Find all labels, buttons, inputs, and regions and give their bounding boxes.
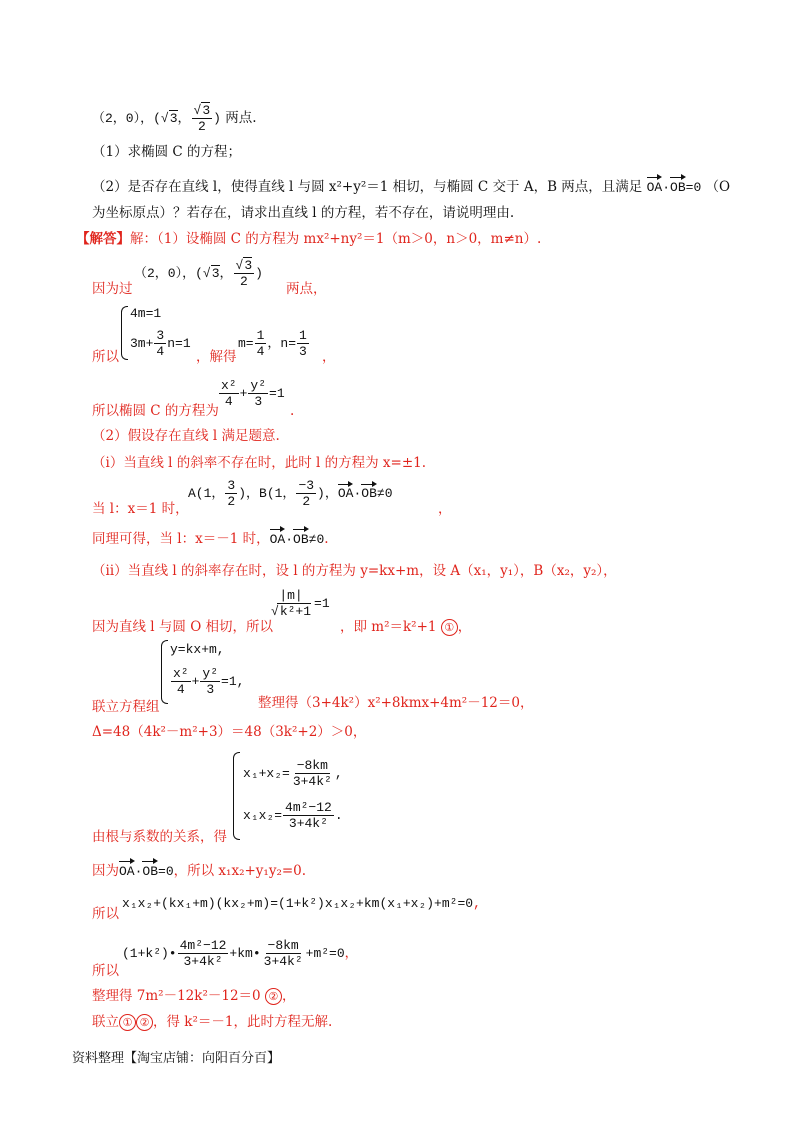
answer-line-5: （2）假设存在直线 l 满足题意. [92, 428, 280, 444]
circled-mark-1: ① [441, 619, 458, 636]
circled-mark-2: ② [265, 988, 282, 1005]
answer-line-3-mid: ，解得 [196, 349, 237, 365]
system-1-eq-b: 3m+ $\frac{3}{4}$ n=1 [130, 328, 191, 359]
system-1-eq-a: 4m=1 [130, 306, 162, 321]
answer-line-7-end: ， [438, 501, 452, 517]
answer-line-3-end: ， [322, 349, 336, 365]
question-part-2-line-a: （2）是否存在直线 l，使得直线 l 与圆 x²+y²＝1 相切，与椭圆 C 交于 A，B 两点，且满足 OA·OB=0 （O [92, 179, 731, 195]
passing-points: （2，0），(√3， $\frac{√3}{2}$ ) [134, 258, 263, 289]
system-brace-1 [121, 306, 128, 360]
answer-line-15: 所以 [92, 906, 119, 922]
answer-line-1: 【解答】解：（1）设椭圆 C 的方程为 mx²+ny²＝1（m＞0，n＞0，m≠n）. [76, 231, 542, 247]
answer-line-18: 联立 ① ② ，得 k²＝－1，此时方程无解. [92, 1014, 333, 1030]
answer-line-4: 所以椭圆 C 的方程为 [92, 403, 219, 419]
vieta-brace [233, 752, 240, 840]
answer-line-2: 因为过 [92, 281, 133, 297]
answer-line-17: 整理得 7m²－12k²－12＝0 ② ， [92, 988, 296, 1004]
ellipse-equation: $\frac{\text{x²}}{4}$ + $\frac{\text{y²}}{3}$ =1 [221, 378, 285, 409]
points-AB-vertical: A(1， $\frac{3}{2}$ )，B(1， $\frac{-3}{2}$ )，OA·OB≠0 [188, 478, 393, 509]
answer-line-16: 所以 [92, 963, 119, 979]
answer-line-13: 由根与系数的关系，得 [92, 829, 227, 845]
answer-line-11-suffix: 整理得（3+4k²）x²+8kmx+4m²－12＝0， [258, 695, 534, 711]
answer-line-14: 因为OA·OB=0，所以 x₁x₂+y₁y₂=0. [92, 863, 307, 879]
answer-line-2-suffix: 两点， [286, 281, 327, 297]
answer-line-10: 因为直线 l 与圆 O 相切，所以 [92, 619, 274, 635]
answer-line-9: （ⅱ）当直线 l 的斜率存在时，设 l 的方程为 y=kx+m，设 A（x₁，y₁），B（x₂，y₂）， [92, 563, 617, 579]
answer-line-6: （ⅰ）当直线 l 的斜率不存在时，此时 l 的方程为 x=±1. [92, 455, 427, 471]
answer-line-7: 当 l：x＝1 时， [92, 501, 189, 517]
system-brace-2 [161, 640, 168, 704]
system-2-ellipse: $\frac{\text{x²}}{4}$ + $\frac{\text{y²}}{3}$ =1, [173, 666, 245, 697]
answer-line-12: Δ=48（4k²－m²+3）＝48（3k²+2）＞0， [92, 724, 367, 740]
vieta-product: x₁x₂= $\frac{\text{4m²−12}}{\text{3+4k²}}$ . [243, 800, 343, 831]
expanded-product-equation: x₁x₂+(kx₁+m)(kx₂+m)=(1+k²)x₁x₂+km(x₁+x₂)+m²=0, [122, 896, 481, 911]
answer-tag: 【解答】 [76, 231, 130, 247]
dot-product-condition: OA·OB=0 [646, 180, 702, 195]
answer-line-4-end: . [290, 403, 295, 419]
answer-line-3: 所以 [92, 349, 119, 365]
system-2-line: y=kx+m, [170, 642, 225, 657]
substituted-equation: (1+k²)• $\frac{\text{4m²−12}}{\text{3+4k²}}$ +km• $\frac{-8km}{\text{3+4k²}}$ +m²=0， [122, 938, 358, 969]
question-points-suffix: 两点. [225, 109, 257, 126]
answer-line-11: 联立方程组 [92, 699, 160, 715]
m-value: m= $\frac{1}{4}$ ，n= $\frac{1}{3}$ [238, 328, 307, 359]
answer-line-8: 同理可得，当 l：x＝－1 时，OA·OB≠0. [92, 531, 329, 547]
answer-line-10-suffix: ，即 m²＝k²+1 ① ， [340, 619, 472, 635]
question-part-2-line-b: 为坐标原点）？若存在，请求出直线 l 的方程，若不存在，请说明理由. [92, 205, 515, 221]
question-line-1: （2，0），(√3， $\frac{√3}{2}$ ) 两点. [92, 103, 257, 134]
vieta-sum: x₁+x₂= $\frac{-8km}{\text{3+4k²}}$ , [243, 758, 343, 789]
footer-source: 资料整理【淘宝店铺：向阳百分百】 [72, 1051, 281, 1066]
tangent-condition: $\frac{|m|}{\text{√k²+1}}$ =1 [271, 588, 330, 619]
question-part-1: （1）求椭圆 C 的方程； [92, 144, 242, 160]
